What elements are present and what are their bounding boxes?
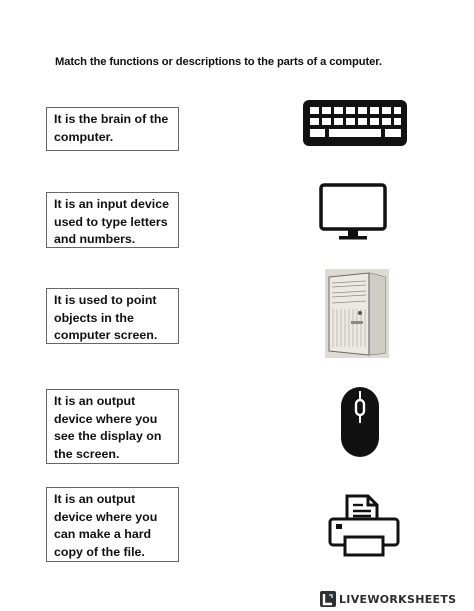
liveworksheets-brand: LIVEWORKSHEETS (339, 592, 457, 606)
description-box-1[interactable] (46, 107, 179, 151)
system-unit-image (325, 269, 389, 358)
monitor-icon (319, 183, 387, 243)
description-text: It is the brain of the computer. (54, 112, 169, 144)
description-box-2[interactable] (46, 192, 179, 248)
mouse-icon (339, 385, 381, 459)
description-box-4[interactable] (46, 389, 179, 464)
description-text: It is an output device where you can make a hard copy of the file. (54, 492, 158, 559)
description-text: It is an input device used to type letters and numbers. (54, 197, 169, 246)
description-text: It is an output device where you see the display on the screen. (54, 394, 162, 461)
liveworksheets-logo-icon (320, 591, 336, 607)
description-text: It is used to point objects in the computer screen. (54, 293, 158, 342)
worksheet-instruction: Match the functions or descriptions to the parts of a computer. (55, 56, 382, 68)
description-box-5[interactable] (46, 487, 179, 562)
liveworksheets-footer[interactable] (320, 591, 456, 607)
printer-icon (327, 493, 401, 559)
keyboard-icon (302, 99, 408, 147)
description-box-3[interactable] (46, 288, 179, 344)
